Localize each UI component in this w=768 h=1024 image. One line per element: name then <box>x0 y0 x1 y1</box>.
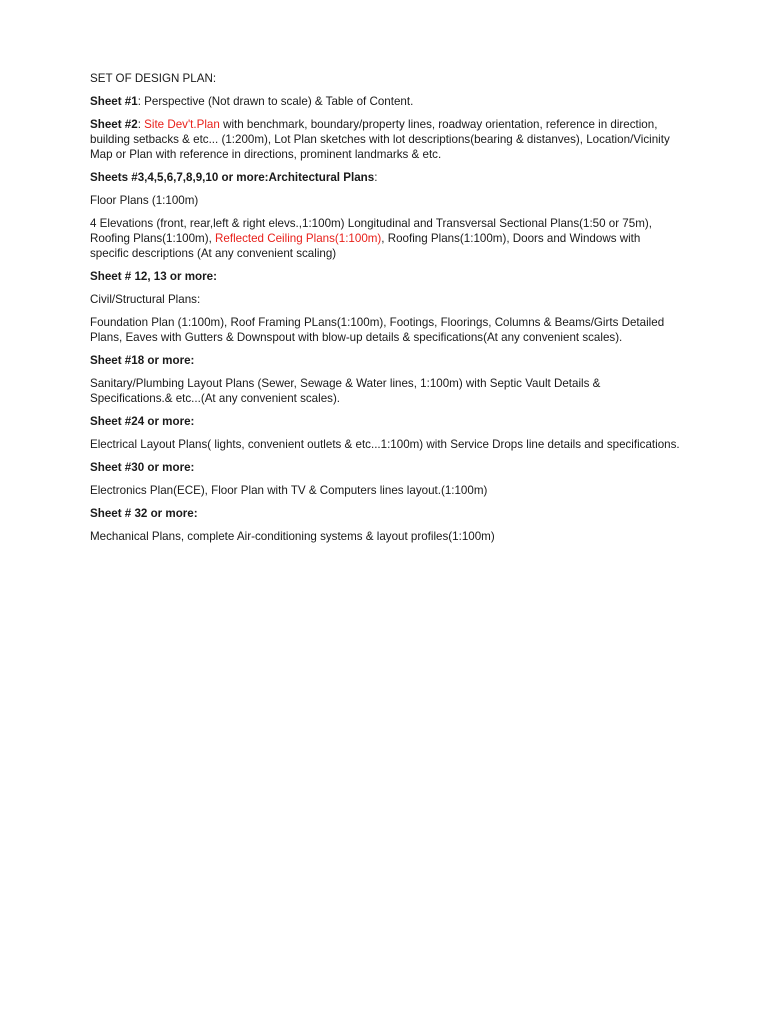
sheet-32-heading: Sheet # 32 or more: <box>90 507 198 520</box>
sheets-3-10-paragraph <box>90 170 680 185</box>
sheet-18-heading: Sheet #18 or more: <box>90 354 195 367</box>
elevations-text-after: , Roofing Plans(1:100m), Doors and Windows with specific descriptions (At any convenient scaling) <box>90 232 641 260</box>
elevations-text-before: 4 Elevations (front, rear,left & right elevs.,1:100m) Longitudinal and Transversal Sectional Plans(1:50 or 75m), Roofing Plans(1:100m), <box>90 217 652 245</box>
sheet-2-label: Sheet #2 <box>90 118 138 131</box>
elevations-paragraph <box>90 216 680 261</box>
electronics-paragraph: Electronics Plan(ECE), Floor Plan with TV & Computers lines layout.(1:100m) <box>90 484 488 497</box>
site-dev-plan-highlight: Site Dev't.Plan <box>144 118 220 131</box>
sanitary-paragraph: Sanitary/Plumbing Layout Plans (Sewer, Sewage & Water lines, 1:100m) with Septic Vault Details & Specifications.& etc...(At any convenient scales). <box>90 377 601 405</box>
electrical-paragraph: Electrical Layout Plans( lights, convenient outlets & etc...1:100m) with Service Drops line details and specifications. <box>90 438 680 451</box>
document-title: SET OF DESIGN PLAN: <box>90 72 217 85</box>
sheets-3-10-label: Sheets #3,4,5,6,7,8,9,10 or more:Architectural Plans <box>90 171 375 184</box>
civil-heading: Civil/Structural Plans: <box>90 293 201 306</box>
sheet-2-paragraph <box>90 117 680 162</box>
sheet-1-paragraph <box>90 94 680 109</box>
mechanical-paragraph: Mechanical Plans, complete Air-conditioning systems & layout profiles(1:100m) <box>90 530 495 543</box>
sheet-24-heading: Sheet #24 or more: <box>90 415 195 428</box>
civil-paragraph: Foundation Plan (1:100m), Roof Framing PLans(1:100m), Footings, Floorings, Columns & Beams/Girts Detailed Plans, Eaves with Gutters & Downspout with blow-up details & specifications(At any convenient scales). <box>90 316 665 344</box>
reflected-ceiling-highlight: Reflected Ceiling Plans(1:100m) <box>215 232 382 245</box>
sheet-30-heading: Sheet #30 or more: <box>90 461 195 474</box>
document-page <box>90 71 680 552</box>
sheet-1-text: : Perspective (Not drawn to scale) & Table of Content. <box>137 95 414 108</box>
sheets-3-10-suffix: : <box>374 171 378 184</box>
sheet-2-separator: : <box>137 118 145 131</box>
floor-plans-paragraph: Floor Plans (1:100m) <box>90 194 199 207</box>
sheet-1-label: Sheet #1 <box>90 95 138 108</box>
sheet-2-text: with benchmark, boundary/property lines, roadway orientation, reference in direction, building setbacks & etc... (1:200m), Lot Plan sketches with lot descriptions(bearing & distanves), Location/Vicinity Map or Plan with reference in directions, prominent landmarks & etc. <box>90 118 670 161</box>
sheet-12-heading: Sheet # 12, 13 or more: <box>90 270 217 283</box>
